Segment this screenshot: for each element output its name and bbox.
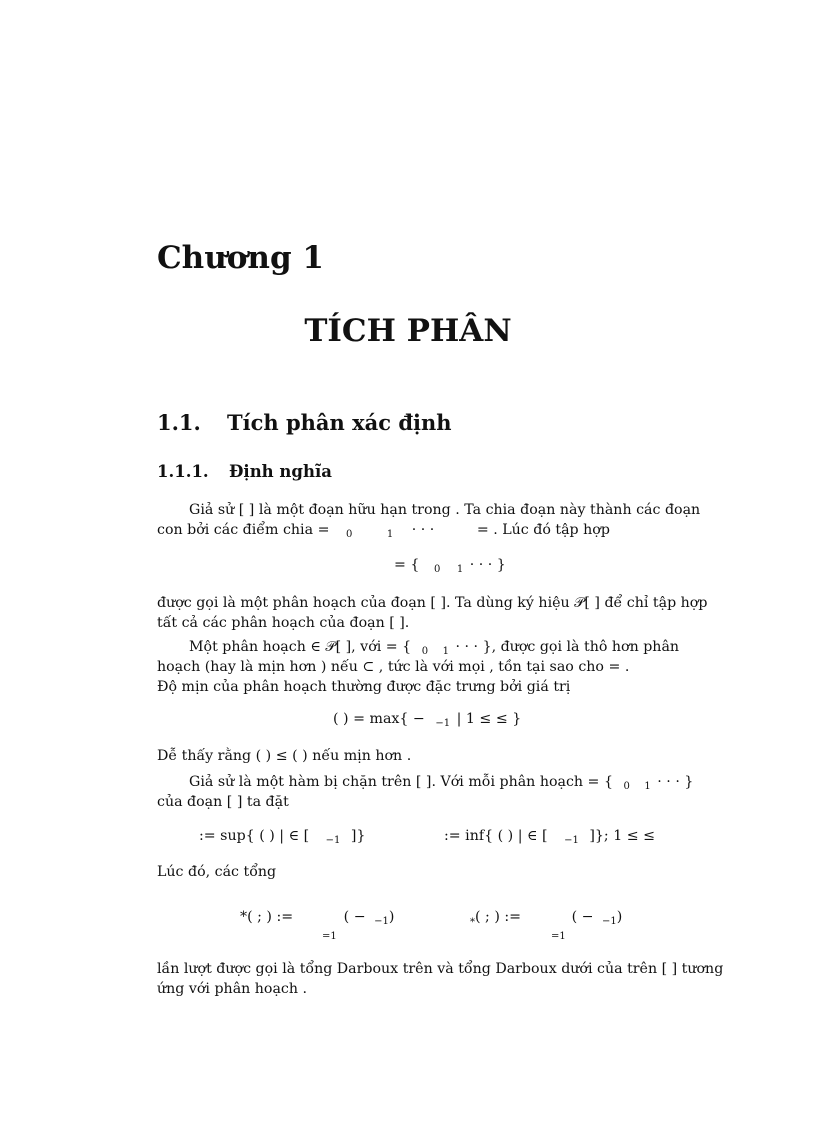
subsection-title: Định nghĩa — [229, 462, 332, 481]
sum-index: =1 — [322, 931, 337, 942]
equation: *( ; ) := ( − $_{-1}$) — [240, 909, 395, 927]
paragraph-line: lần lượt được gọi là tổng Darboux trên và tổng Darboux dưới của trên [ ] tương — [157, 961, 724, 977]
paragraph-line: được gọi là một phân hoạch của đoạn [ ]. Ta dùng ký hiệu 𝒫[ ] để chỉ tập hợp — [157, 595, 708, 611]
equation: ( ) = max{ − $_{-1}$ | 1 ≤ ≤ } — [333, 711, 522, 729]
section-heading — [157, 410, 452, 435]
sum-index: =1 — [551, 931, 566, 942]
section-number: 1.1. — [157, 410, 201, 435]
subsection-heading — [157, 462, 332, 481]
chapter-label: Chương 1 — [157, 240, 325, 276]
equation: := inf{ ( ) | ∈ [ $_{-1}$ ]}; 1 ≤ ≤ — [444, 828, 656, 846]
paragraph-line: Giả sử [ ] là một đoạn hữu hạn trong . Ta chia đoạn này thành các đoạn — [189, 502, 701, 518]
equation: = { $_0$ $_1$ · · · } — [394, 557, 506, 575]
equation: := sup{ ( ) | ∈ [ $_{-1}$ ]} — [199, 828, 366, 846]
paragraph-line: của đoạn [ ] ta đặt — [157, 794, 289, 810]
paragraph-line: Giả sử là một hàm bị chặn trên [ ]. Với mỗi phân hoạch = { $_0$ $_1$ · · · } — [189, 774, 694, 792]
paragraph-line: Dễ thấy rằng ( ) ≤ ( ) nếu mịn hơn . — [157, 748, 412, 764]
paragraph-line: con bởi các điểm chia = $_0$ $_1$ · · · = . Lúc đó tập hợp — [157, 522, 610, 540]
paragraph-line: Một phân hoạch ∈ 𝒫[ ], với = { $_0$ $_1$ · · · }, được gọi là thô hơn phân — [189, 639, 680, 657]
paragraph-line: Độ mịn của phân hoạch thường được đặc trưng bởi giá trị — [157, 679, 571, 695]
section-title: Tích phân xác định — [227, 410, 452, 435]
paragraph-line: hoạch (hay là mịn hơn ) nếu ⊂ , tức là với mọi , tồn tại sao cho = . — [157, 659, 630, 675]
paragraph-line: tất cả các phân hoạch của đoạn [ ]. — [157, 615, 410, 631]
chapter-title: TÍCH PHÂN — [304, 313, 512, 349]
paragraph-line: ứng với phân hoạch . — [157, 981, 308, 997]
subsection-number: 1.1.1. — [157, 462, 209, 481]
equation: $_*$( ; ) := ( − $_{-1}$) — [470, 909, 623, 928]
paragraph-line: Lúc đó, các tổng — [157, 864, 277, 880]
